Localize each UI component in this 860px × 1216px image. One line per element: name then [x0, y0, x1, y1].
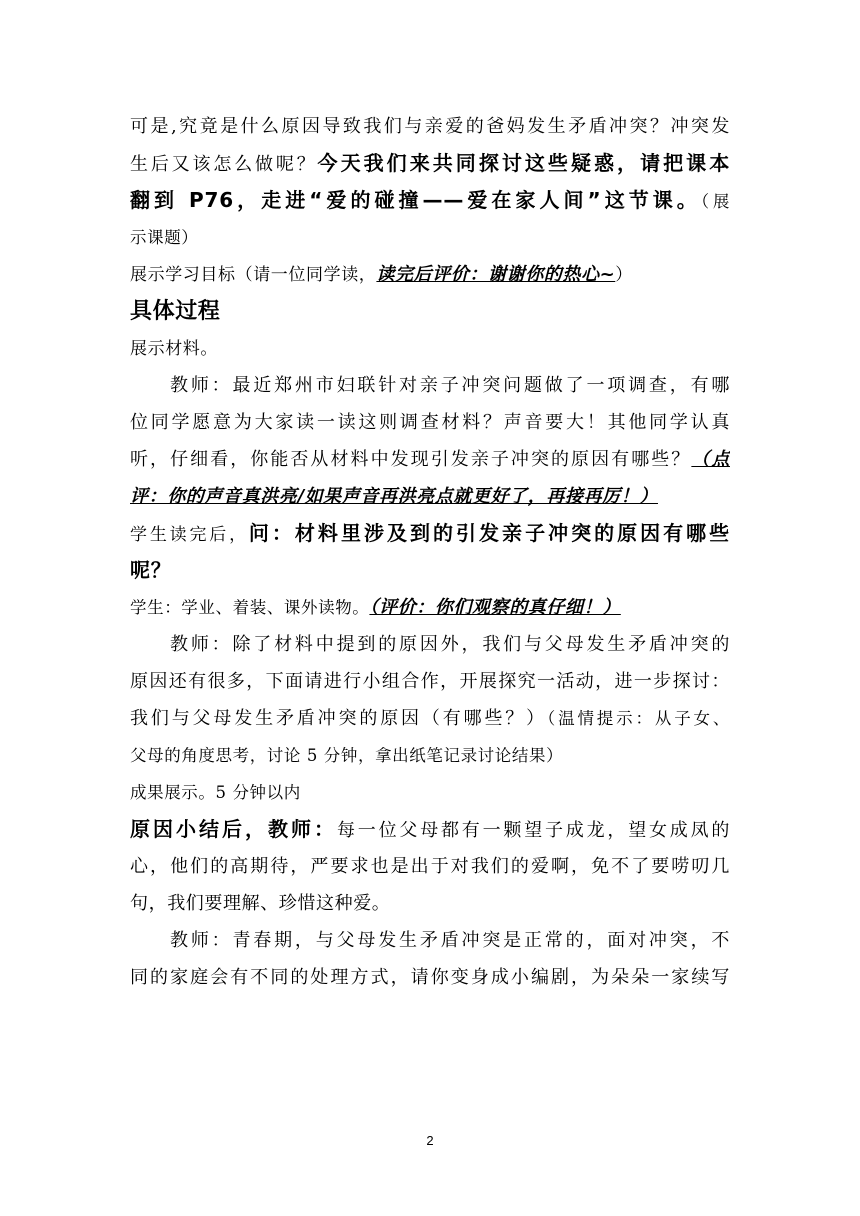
- text-span: 心，他们的高期待，严要求也是出于对我们的爱啊，免不了要唠叨几: [130, 856, 730, 877]
- text-line: [130, 367, 730, 404]
- text-line: [130, 330, 730, 367]
- bold-text: 呢？: [130, 558, 172, 582]
- text-span: 生后又该怎么做呢？: [130, 154, 318, 175]
- text-line: [130, 959, 730, 996]
- text-span: 每一位父母都有一颗望子成龙，望女成凤的: [337, 820, 730, 841]
- text-line: [130, 515, 730, 552]
- page-number: 2: [426, 1133, 434, 1148]
- text-line: [130, 219, 730, 256]
- text-span: ）: [615, 265, 633, 285]
- text-line: [130, 589, 730, 626]
- text-span: 学生读完后，: [130, 525, 249, 545]
- text-span: 同的家庭会有不同的处理方式，请你变身成小编剧，为朵朵一家续写: [130, 967, 730, 988]
- bold-text: 原因小结后，教师：: [130, 817, 337, 841]
- section-heading: [130, 293, 730, 330]
- text-span: 教师：除了材料中提到的原因外，我们与父母发生矛盾冲突的: [170, 634, 730, 655]
- text-line: [130, 552, 730, 589]
- text-line: [130, 145, 730, 182]
- text-span: 成果展示。5 分钟以内: [130, 783, 301, 802]
- text-span: 原因还有很多，下面请进行小组合作，开展探究一活动，进一步探讨：: [130, 671, 730, 692]
- italic-underlined-text: （评价：你们观察的真仔细！）: [369, 597, 621, 618]
- text-span: 教师：最近郑州市妇联针对亲子冲突问题做了一项调查，有哪: [170, 375, 730, 396]
- text-line: [130, 404, 730, 441]
- text-line: [130, 922, 730, 959]
- text-line: [130, 700, 730, 737]
- text-line: [130, 885, 730, 922]
- text-span: 父母的角度思考，讨论 5 分钟，拿出纸笔记录讨论结果）: [130, 746, 564, 765]
- bold-text: 问：材料里涉及到的引发亲子冲突的原因有哪些: [248, 521, 730, 545]
- text-span: 展示学习目标（请一位同学读，: [130, 265, 377, 285]
- italic-underlined-text: 读完后评价：谢谢你的热心~: [376, 264, 616, 285]
- text-span: 展示材料。: [130, 339, 218, 359]
- text-line: [130, 737, 730, 774]
- text-span: （展: [700, 192, 730, 211]
- italic-underlined-text: （点: [691, 449, 730, 470]
- text-line: [130, 811, 730, 848]
- text-line: [130, 256, 730, 293]
- text-span: 我们与父母发生矛盾冲突的原因（有哪些？）: [130, 708, 547, 729]
- text-line: [130, 441, 730, 478]
- text-span: 可是,究竟是什么原因导致我们与亲爱的爸妈发生矛盾冲突？冲突发: [130, 116, 730, 137]
- document-body: [130, 108, 730, 996]
- text-line: [130, 108, 730, 145]
- text-span: 句，我们要理解、珍惜这种爱。: [130, 893, 391, 914]
- heading-text: 具体过程: [130, 299, 221, 324]
- text-line: [130, 848, 730, 885]
- text-span: 学生：学业、着装、课外读物。: [130, 598, 370, 617]
- bold-text: 今天我们来共同探讨这些疑惑，请把课本: [317, 151, 730, 175]
- text-line: [130, 626, 730, 663]
- text-span: 教师：青春期，与父母发生矛盾冲突是正常的，面对冲突，不: [170, 930, 730, 951]
- text-line: [130, 774, 730, 811]
- text-span: 位同学愿意为大家读一读这则调查材料？声音要大！其他同学认真: [130, 412, 730, 433]
- text-span: 示课题）: [130, 228, 199, 247]
- bold-text: 翻到 P76，走进“爱的碰撞——爱在家人间”这节课。: [130, 188, 701, 212]
- text-line: [130, 182, 730, 219]
- text-line: [130, 478, 730, 515]
- text-line: [130, 663, 730, 700]
- text-span: （温情提示：从子女、: [547, 709, 730, 728]
- text-span: 听，仔细看，你能否从材料中发现引发亲子冲突的原因有哪些？: [130, 449, 692, 470]
- italic-underlined-text: 评：你的声音真洪亮/如果声音再洪亮点就更好了，再接再厉！）: [130, 486, 658, 507]
